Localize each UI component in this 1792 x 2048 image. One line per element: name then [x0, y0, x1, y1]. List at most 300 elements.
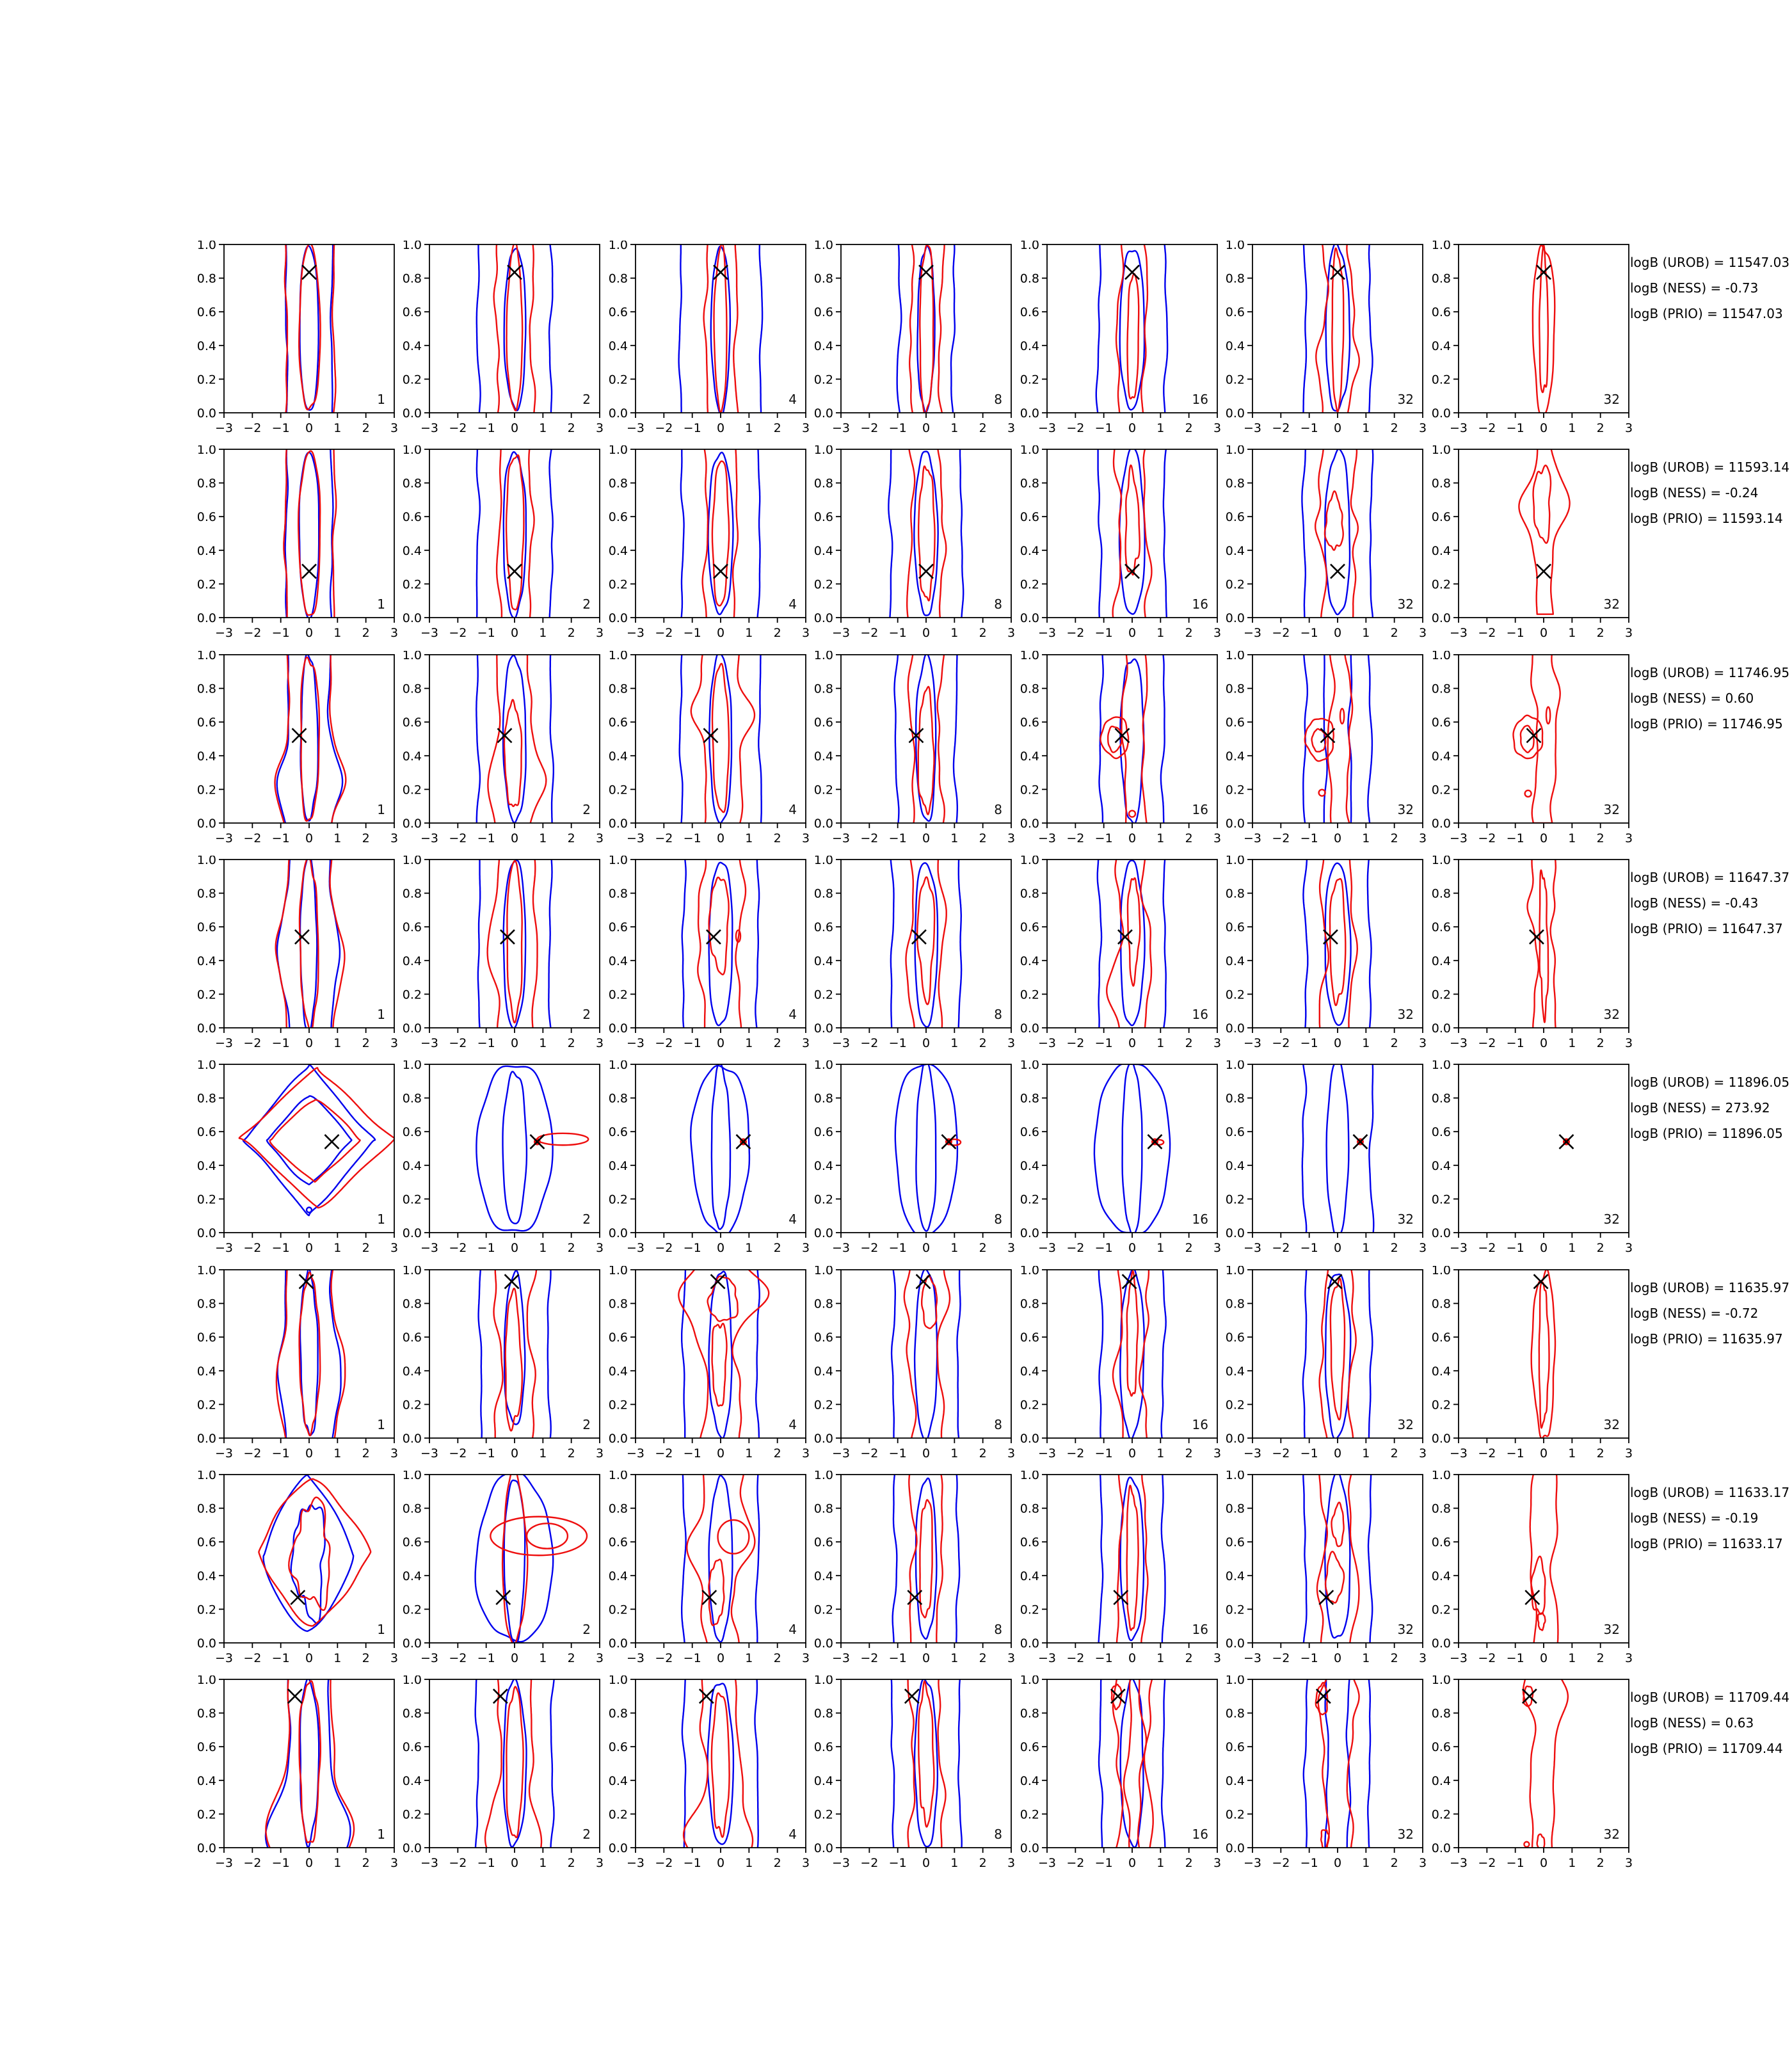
- red-contour: [1540, 870, 1549, 1023]
- panel-canvas: [188, 1060, 404, 1264]
- x-tick-label: 1: [1362, 1651, 1370, 1665]
- y-tick-label: 0.0: [813, 406, 833, 420]
- annotation-logb-ness: logB (NESS) = -0.19: [1630, 1510, 1759, 1526]
- axes-frame: [636, 1270, 806, 1438]
- x-tick-label: 1: [950, 831, 959, 845]
- blue-contour: [1303, 651, 1372, 833]
- blue-contour: [1094, 1064, 1170, 1234]
- axes-frame: [1252, 1679, 1423, 1848]
- y-tick-label: 0.8: [1225, 682, 1245, 696]
- y-tick-label: 0.8: [608, 682, 628, 696]
- red-contour: [300, 1681, 321, 1843]
- annotation-logb-urob: logB (UROB) = 11547.03: [1630, 255, 1790, 270]
- plot-panel-r3c4: [805, 651, 1021, 854]
- y-tick-label: 1.0: [1431, 856, 1451, 867]
- plot-panel-r4c6: [1217, 856, 1433, 1059]
- y-tick-label: 0.2: [1431, 783, 1451, 797]
- x-tick-label: −3: [1243, 1036, 1262, 1050]
- panel-count-label: 4: [788, 1622, 797, 1637]
- x-tick-label: 2: [773, 831, 781, 845]
- x-tick-label: 1: [745, 1241, 753, 1255]
- x-tick-label: −1: [888, 1651, 907, 1665]
- y-tick-label: 0.4: [1225, 543, 1245, 558]
- x-tick-label: −2: [655, 831, 673, 845]
- x-tick-label: 0: [716, 1856, 725, 1870]
- y-tick-label: 1.0: [1020, 1266, 1039, 1277]
- x-tick-label: −2: [243, 1036, 262, 1050]
- x-tick-label: 3: [1624, 1241, 1633, 1255]
- y-tick-label: 0.4: [402, 749, 422, 764]
- axes-frame: [1252, 244, 1423, 413]
- x-tick-label: 1: [1156, 831, 1165, 845]
- y-tick-label: 0.0: [608, 1432, 628, 1446]
- y-tick-label: 0.8: [1225, 271, 1245, 286]
- plot-panel-r2c4: [805, 445, 1021, 649]
- x-tick-label: −3: [626, 626, 645, 640]
- x-tick-label: 2: [362, 1651, 370, 1665]
- y-tick-label: 0.4: [402, 543, 422, 558]
- blue-contour: [503, 1071, 527, 1223]
- x-tick-label: 3: [801, 1651, 810, 1665]
- x-tick-label: −3: [1037, 1856, 1057, 1870]
- y-tick-label: 1.0: [608, 445, 628, 457]
- y-tick-label: 0.6: [1225, 716, 1245, 730]
- y-tick-label: 0.4: [196, 1773, 216, 1788]
- y-tick-label: 0.6: [813, 1125, 833, 1140]
- blue-contour: [1099, 1676, 1165, 1858]
- x-tick-label: 0: [922, 421, 931, 435]
- x-tick-label: −2: [860, 1241, 879, 1255]
- red-contour: [920, 1500, 932, 1618]
- red-contour: [1316, 241, 1359, 423]
- x-tick-label: 1: [1568, 1446, 1576, 1460]
- plot-panel-r4c5: [1011, 856, 1228, 1059]
- x-tick-label: −1: [1300, 1036, 1318, 1050]
- panel-count-label: 8: [994, 1417, 1002, 1432]
- y-tick-label: 1.0: [1225, 1266, 1245, 1277]
- y-tick-label: 0.2: [813, 1807, 833, 1822]
- y-tick-label: 0.8: [196, 271, 216, 286]
- x-tick-label: −3: [1449, 626, 1468, 640]
- panel-canvas: [1423, 445, 1639, 649]
- y-tick-label: 0.8: [402, 271, 422, 286]
- x-tick-label: −1: [477, 1856, 495, 1870]
- x-marker: [493, 1689, 508, 1703]
- y-tick-label: 0.2: [1431, 1192, 1451, 1207]
- plot-panel-r3c7: [1423, 651, 1639, 854]
- blue-contour: [285, 241, 333, 423]
- y-tick-label: 0.4: [1225, 1158, 1245, 1173]
- red-contour: [506, 455, 524, 610]
- y-tick-label: 0.0: [402, 1226, 422, 1240]
- x-tick-label: 1: [333, 1651, 342, 1665]
- blue-contour: [1123, 1061, 1142, 1236]
- x-tick-label: 1: [333, 421, 342, 435]
- y-tick-label: 0.2: [1020, 783, 1039, 797]
- plot-panel-r5c4: [805, 1060, 1021, 1264]
- blue-contour: [709, 1476, 733, 1642]
- x-marker: [1148, 1135, 1162, 1149]
- x-tick-label: −3: [420, 831, 439, 845]
- y-tick-label: 0.4: [1431, 1364, 1451, 1379]
- plot-panel-r5c7: [1423, 1060, 1639, 1264]
- y-tick-label: 0.2: [813, 1398, 833, 1412]
- y-tick-label: 1.0: [1020, 651, 1039, 662]
- panel-count-label: 1: [377, 596, 385, 612]
- x-tick-label: 1: [950, 1446, 959, 1460]
- x-tick-label: −3: [214, 626, 234, 640]
- panel-count-label: 32: [1603, 1622, 1620, 1637]
- x-tick-label: 3: [1213, 421, 1222, 435]
- x-marker: [505, 1274, 519, 1288]
- x-tick-label: −3: [626, 1651, 645, 1665]
- axes-frame: [1459, 1270, 1629, 1438]
- red-contour: [537, 1133, 588, 1145]
- x-tick-label: −1: [888, 421, 907, 435]
- blue-contour: [691, 1066, 749, 1236]
- axes-frame: [1047, 449, 1217, 618]
- y-tick-label: 0.4: [196, 1569, 216, 1583]
- y-tick-label: 0.6: [608, 1535, 628, 1550]
- y-tick-label: 0.0: [196, 406, 216, 420]
- y-tick-label: 0.2: [1225, 988, 1245, 1002]
- x-tick-label: −2: [1066, 1651, 1085, 1665]
- red-contour: [1128, 274, 1139, 399]
- red-contour: [1533, 465, 1551, 543]
- y-tick-label: 0.8: [1020, 1091, 1039, 1106]
- y-tick-label: 1.0: [196, 651, 216, 662]
- blue-contour: [243, 1065, 375, 1216]
- red-contour: [1340, 708, 1344, 724]
- y-tick-label: 1.0: [402, 241, 422, 252]
- panel-canvas: [600, 445, 816, 649]
- x-tick-label: −1: [271, 831, 290, 845]
- panel-canvas: [188, 651, 404, 854]
- y-tick-label: 0.0: [608, 611, 628, 625]
- x-tick-label: −1: [477, 1036, 495, 1050]
- x-tick-label: −3: [1037, 831, 1057, 845]
- y-tick-label: 0.6: [402, 510, 422, 525]
- x-marker: [508, 564, 522, 579]
- x-tick-label: −2: [1272, 1446, 1290, 1460]
- y-tick-label: 0.2: [1020, 1807, 1039, 1822]
- panel-count-label: 32: [1397, 1007, 1414, 1022]
- panel-canvas: [1011, 1471, 1228, 1674]
- y-tick-label: 0.4: [813, 543, 833, 558]
- x-tick-label: −1: [888, 831, 907, 845]
- panel-canvas: [600, 1266, 816, 1469]
- x-tick-label: −2: [449, 1651, 467, 1665]
- x-tick-label: −2: [449, 1856, 467, 1870]
- x-tick-label: 0: [716, 1446, 725, 1460]
- y-tick-label: 0.2: [813, 783, 833, 797]
- y-tick-label: 0.2: [196, 1192, 216, 1207]
- x-tick-label: 0: [305, 1446, 314, 1460]
- x-tick-label: 0: [1128, 1651, 1137, 1665]
- y-tick-label: 0.4: [1431, 339, 1451, 353]
- y-tick-label: 0.0: [813, 817, 833, 831]
- plot-panel-r6c7: [1423, 1266, 1639, 1469]
- red-contour: [712, 664, 729, 812]
- y-tick-label: 1.0: [196, 1471, 216, 1482]
- x-tick-label: 3: [1213, 1651, 1222, 1665]
- x-marker: [700, 1689, 714, 1703]
- y-tick-label: 0.2: [1431, 372, 1451, 387]
- y-tick-label: 0.8: [402, 1297, 422, 1311]
- y-tick-label: 0.2: [1020, 1192, 1039, 1207]
- y-tick-label: 0.4: [1020, 339, 1039, 353]
- x-tick-label: 3: [801, 831, 810, 845]
- y-tick-label: 0.6: [813, 716, 833, 730]
- x-tick-label: 0: [1539, 1036, 1548, 1050]
- x-tick-label: −2: [1272, 1241, 1290, 1255]
- x-tick-label: 0: [1333, 831, 1342, 845]
- x-tick-label: 2: [773, 1241, 781, 1255]
- panel-count-label: 1: [377, 1007, 385, 1022]
- plot-panel-r5c1: [188, 1060, 404, 1264]
- x-tick-label: 3: [1418, 831, 1427, 845]
- x-marker: [302, 265, 316, 279]
- y-tick-label: 0.6: [196, 305, 216, 320]
- x-tick-label: 2: [773, 421, 781, 435]
- x-tick-label: 2: [1390, 1446, 1398, 1460]
- x-tick-label: 1: [333, 626, 342, 640]
- panel-canvas: [600, 1060, 816, 1264]
- x-marker: [703, 728, 717, 742]
- y-tick-label: 0.4: [1431, 543, 1451, 558]
- x-tick-label: 3: [801, 421, 810, 435]
- x-tick-label: −2: [655, 421, 673, 435]
- axes-frame: [224, 449, 394, 618]
- x-tick-label: −3: [1243, 1856, 1262, 1870]
- annotation-logb-prio: logB (PRIO) = 11896.05: [1630, 1126, 1783, 1141]
- x-tick-label: 0: [922, 626, 931, 640]
- panel-count-label: 32: [1603, 392, 1620, 407]
- x-tick-label: 2: [1596, 1651, 1604, 1665]
- x-tick-label: 3: [1624, 626, 1633, 640]
- x-tick-label: −2: [1066, 1036, 1085, 1050]
- y-tick-label: 0.2: [813, 988, 833, 1002]
- x-tick-label: 2: [1596, 831, 1604, 845]
- blue-contour: [1100, 651, 1165, 833]
- y-tick-label: 0.4: [402, 1569, 422, 1583]
- x-tick-label: 2: [362, 626, 370, 640]
- y-tick-label: 0.8: [402, 1501, 422, 1516]
- x-tick-label: −2: [1478, 1651, 1496, 1665]
- plot-panel-r6c1: [188, 1266, 404, 1469]
- plot-panel-r8c6: [1217, 1676, 1433, 1879]
- x-tick-label: −3: [626, 421, 645, 435]
- panel-count-label: 4: [788, 1212, 797, 1227]
- panel-canvas: [1217, 1060, 1433, 1264]
- x-tick-label: −1: [888, 1036, 907, 1050]
- y-tick-label: 0.8: [1020, 476, 1039, 491]
- y-tick-label: 0.4: [608, 954, 628, 968]
- y-tick-label: 0.0: [1225, 817, 1245, 831]
- y-tick-label: 1.0: [1431, 445, 1451, 457]
- y-tick-label: 0.6: [1020, 1740, 1039, 1755]
- x-tick-label: 3: [1624, 1036, 1633, 1050]
- x-tick-label: 2: [1390, 1241, 1398, 1255]
- red-contour: [917, 877, 934, 1004]
- x-marker: [1559, 1135, 1573, 1149]
- x-marker: [295, 930, 309, 944]
- y-tick-label: 0.0: [1431, 406, 1451, 420]
- x-tick-label: −1: [1300, 1651, 1318, 1665]
- x-tick-label: −2: [1066, 421, 1085, 435]
- y-tick-label: 0.4: [813, 1158, 833, 1173]
- x-tick-label: 1: [539, 1651, 547, 1665]
- x-tick-label: 0: [1539, 1856, 1548, 1870]
- plot-panel-r4c4: [805, 856, 1021, 1059]
- panel-count-label: 1: [377, 1212, 385, 1227]
- x-tick-label: −2: [1272, 1036, 1290, 1050]
- x-tick-label: −2: [243, 831, 262, 845]
- x-tick-label: −1: [477, 1241, 495, 1255]
- axes-frame: [429, 655, 600, 823]
- y-tick-label: 0.2: [196, 1807, 216, 1822]
- x-tick-label: −3: [420, 1036, 439, 1050]
- y-tick-label: 0.0: [402, 1841, 422, 1855]
- red-contour: [239, 1068, 395, 1208]
- x-tick-label: 1: [950, 626, 959, 640]
- x-tick-label: 3: [595, 626, 604, 640]
- x-tick-label: −2: [1272, 831, 1290, 845]
- x-tick-label: 3: [1418, 1036, 1427, 1050]
- x-tick-label: 2: [1390, 626, 1398, 640]
- red-contour: [1113, 1676, 1154, 1858]
- y-tick-label: 0.8: [813, 271, 833, 286]
- panel-canvas: [1217, 445, 1433, 649]
- axes-frame: [1252, 655, 1423, 823]
- blue-contour: [891, 856, 962, 1038]
- x-tick-label: −1: [1094, 1856, 1113, 1870]
- x-tick-label: 0: [1539, 1446, 1548, 1460]
- y-tick-label: 1.0: [1225, 445, 1245, 457]
- x-tick-label: −2: [655, 1446, 673, 1460]
- y-tick-label: 0.2: [1020, 577, 1039, 592]
- x-tick-label: −2: [1478, 421, 1496, 435]
- x-tick-label: 3: [390, 626, 399, 640]
- y-tick-label: 0.6: [1431, 510, 1451, 525]
- panel-count-label: 1: [377, 392, 385, 407]
- y-tick-label: 0.2: [608, 1807, 628, 1822]
- axes-frame: [841, 244, 1011, 413]
- y-tick-label: 1.0: [813, 1266, 833, 1277]
- x-tick-label: −3: [1243, 1241, 1262, 1255]
- x-tick-label: 1: [1156, 1446, 1165, 1460]
- y-tick-label: 0.4: [196, 1158, 216, 1173]
- x-tick-label: −3: [1037, 1036, 1057, 1050]
- panel-count-label: 4: [788, 1827, 797, 1842]
- plot-panel-r7c7: [1423, 1471, 1639, 1674]
- y-tick-label: 0.2: [1431, 1807, 1451, 1822]
- red-contour: [698, 856, 746, 1038]
- x-tick-label: −3: [1037, 626, 1057, 640]
- x-tick-label: −3: [214, 1036, 234, 1050]
- y-tick-label: 0.2: [1225, 372, 1245, 387]
- y-tick-label: 0.2: [608, 577, 628, 592]
- y-tick-label: 0.2: [608, 1398, 628, 1412]
- x-tick-label: 0: [1539, 831, 1548, 845]
- red-contour: [708, 1560, 724, 1626]
- blue-contour: [916, 1060, 936, 1231]
- y-tick-label: 0.6: [813, 1740, 833, 1755]
- panel-canvas: [1217, 651, 1433, 854]
- x-tick-label: 2: [567, 1446, 575, 1460]
- panel-canvas: [805, 241, 1021, 444]
- panel-canvas: [394, 1471, 610, 1674]
- plot-panel-r1c5: [1011, 241, 1228, 444]
- x-tick-label: −2: [449, 421, 467, 435]
- axes-frame: [224, 244, 394, 413]
- x-tick-label: 1: [333, 1036, 342, 1050]
- y-tick-label: 0.4: [608, 543, 628, 558]
- x-tick-label: −1: [888, 1446, 907, 1460]
- panel-count-label: 4: [788, 1417, 797, 1432]
- panel-count-label: 32: [1603, 1827, 1620, 1842]
- y-tick-label: 0.6: [402, 1535, 422, 1550]
- y-tick-label: 0.6: [608, 1125, 628, 1140]
- y-tick-label: 0.4: [608, 1569, 628, 1583]
- panel-count-label: 2: [582, 1622, 591, 1637]
- plot-panel-r6c2: [394, 1266, 610, 1469]
- annotation-logb-urob: logB (UROB) = 11593.14: [1630, 460, 1790, 475]
- x-tick-label: −2: [860, 626, 879, 640]
- red-contour: [507, 861, 522, 1023]
- x-tick-label: 0: [1333, 1856, 1342, 1870]
- plot-panel-r1c7: [1423, 241, 1639, 444]
- blue-contour: [682, 856, 759, 1038]
- y-tick-label: 0.2: [196, 577, 216, 592]
- axes-frame: [429, 449, 600, 618]
- x-tick-label: −1: [1506, 1856, 1524, 1870]
- axes-frame: [1047, 1270, 1217, 1438]
- x-tick-label: 1: [1568, 1036, 1576, 1050]
- x-tick-label: −2: [655, 1036, 673, 1050]
- plot-panel-r7c5: [1011, 1471, 1228, 1674]
- y-tick-label: 0.0: [196, 817, 216, 831]
- x-tick-label: 3: [801, 1036, 810, 1050]
- y-tick-label: 0.6: [1020, 305, 1039, 320]
- blue-contour: [1327, 1060, 1349, 1238]
- y-tick-label: 0.6: [813, 920, 833, 935]
- y-tick-label: 0.6: [196, 510, 216, 525]
- y-tick-label: 0.8: [196, 1091, 216, 1106]
- x-tick-label: 0: [305, 1241, 314, 1255]
- x-marker: [288, 1689, 302, 1703]
- x-tick-label: 0: [1333, 626, 1342, 640]
- y-tick-label: 0.8: [402, 682, 422, 696]
- y-tick-label: 1.0: [402, 651, 422, 662]
- y-tick-label: 0.6: [608, 716, 628, 730]
- x-tick-label: 3: [1007, 1856, 1016, 1870]
- x-tick-label: −1: [477, 421, 495, 435]
- red-contour: [1539, 245, 1548, 392]
- x-tick-label: 3: [1418, 1241, 1427, 1255]
- plot-panel-r8c3: [600, 1676, 816, 1879]
- x-tick-label: 0: [510, 626, 519, 640]
- x-tick-label: 1: [1568, 1856, 1576, 1870]
- x-tick-label: 0: [1539, 1241, 1548, 1255]
- x-tick-label: −3: [1449, 831, 1468, 845]
- y-tick-label: 1.0: [1431, 1676, 1451, 1687]
- x-tick-label: −3: [214, 831, 234, 845]
- x-tick-label: 0: [305, 1651, 314, 1665]
- axes-frame: [224, 655, 394, 823]
- panel-canvas: [1423, 1676, 1639, 1879]
- y-tick-label: 1.0: [196, 445, 216, 457]
